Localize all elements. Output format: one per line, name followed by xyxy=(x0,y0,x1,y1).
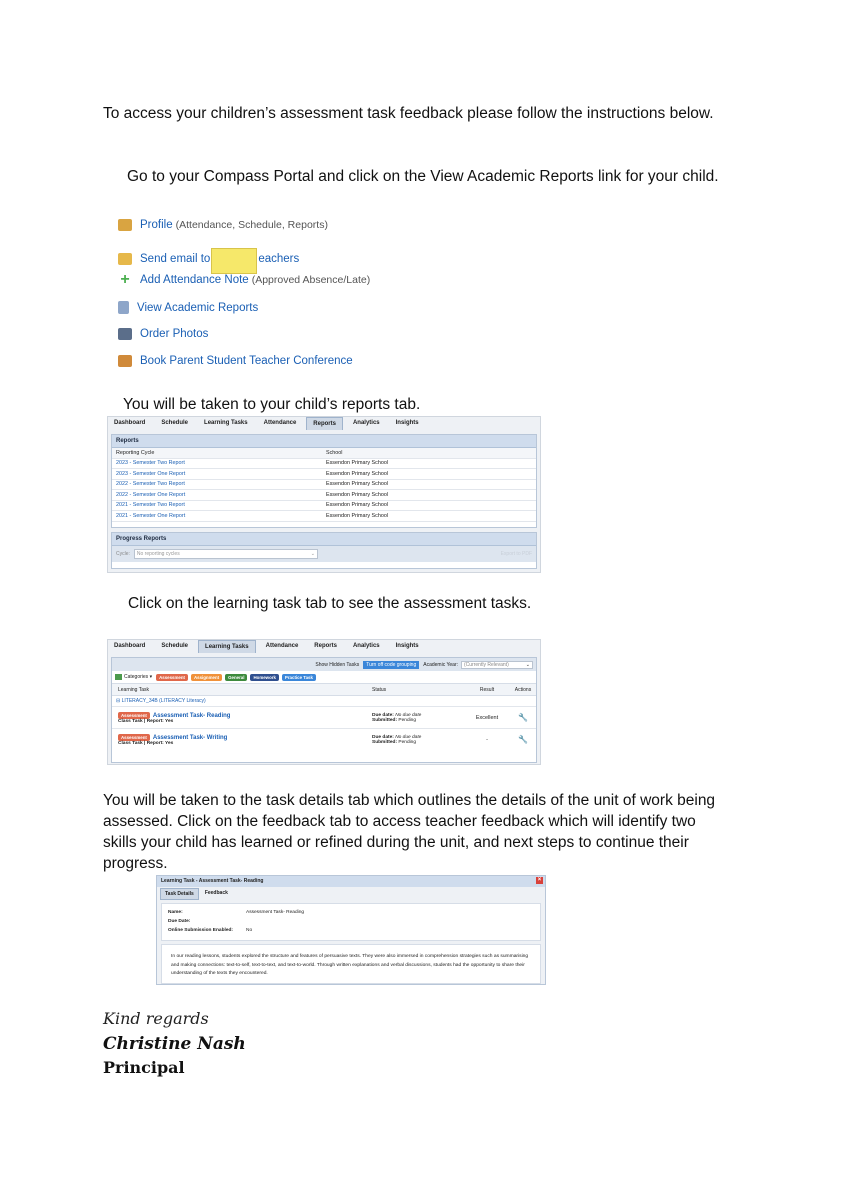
report-cycle-link[interactable]: 2023 - Semester One Report xyxy=(116,470,186,477)
quick-link-order-photos[interactable] xyxy=(118,328,208,340)
report-cycle-link[interactable]: 2023 - Semester Two Report xyxy=(116,460,185,467)
learning-header-row xyxy=(112,684,536,696)
tab-analytics[interactable]: Analytics xyxy=(352,643,380,649)
reports-panel xyxy=(111,434,537,528)
submitted-value: Pending xyxy=(398,739,417,745)
tab-attendance[interactable]: Attendance xyxy=(263,420,297,426)
col-result: Result xyxy=(479,686,495,693)
task-description: In our reading lessons, students explored the structure and features of persuasive texts. They were also immersed in comprehension strategies such as summarising and making connections: text-to-self, text-to-text, and text-to-world. Through written explanations and verbal discussions, students had the opportunity to share their understanding of the texts they encountered. xyxy=(171,954,529,976)
task-cell xyxy=(112,734,372,746)
quick-link-label-tail: eachers xyxy=(258,253,300,265)
academic-year-value: (Currently Relevant) xyxy=(464,661,509,668)
envelope-icon xyxy=(118,253,132,265)
online-submission-value: No xyxy=(246,928,253,933)
report-school: Essendon Primary School xyxy=(326,491,389,498)
quick-link-label: Order Photos xyxy=(140,328,209,340)
wrench-icon[interactable]: 🔧 xyxy=(518,713,528,722)
signature-name: Christine Nash xyxy=(103,1034,246,1054)
cycle-label: Cycle: xyxy=(116,551,130,557)
categories-row xyxy=(112,671,536,684)
people-icon xyxy=(118,355,132,367)
due-value: No due date xyxy=(395,734,422,740)
reports-screenshot xyxy=(107,416,541,573)
quick-link-label: Add Attendance Note xyxy=(140,274,249,286)
tab-feedback[interactable]: Feedback xyxy=(204,890,228,896)
task-description-box xyxy=(161,944,541,984)
window-title: Learning Task - Assessment Task- Reading xyxy=(161,878,264,884)
tab-schedule[interactable]: Schedule xyxy=(161,420,189,426)
group-row[interactable] xyxy=(112,696,536,707)
reports-heading: Reports xyxy=(112,435,536,448)
progress-reports-heading: Progress Reports xyxy=(112,533,536,546)
report-school: Essendon Primary School xyxy=(326,481,389,488)
col-actions: Actions xyxy=(514,686,532,693)
task-title-link[interactable]: Assessment Task- Writing xyxy=(152,734,228,741)
name-label: Name: xyxy=(168,910,183,915)
table-row[interactable] xyxy=(112,480,536,491)
chevron-down-icon: ⌄ xyxy=(525,661,530,668)
report-school: Essendon Primary School xyxy=(326,512,389,519)
result-cell: - xyxy=(486,736,488,743)
result-cell: Excellent xyxy=(475,714,499,721)
show-hidden-tasks-button[interactable]: Show Hidden Tasks xyxy=(315,661,360,668)
report-school: Essendon Primary School xyxy=(326,460,389,467)
quick-link-label: Profile xyxy=(140,219,173,231)
window-title-bar xyxy=(157,876,545,887)
quick-link-send-email[interactable] xyxy=(118,246,299,272)
table-row[interactable] xyxy=(112,501,536,512)
tab-attendance[interactable]: Attendance xyxy=(265,643,299,649)
nav-tabs xyxy=(108,640,429,653)
submitted-label: Submitted: xyxy=(372,717,398,723)
quick-link-note: (Approved Absence/Late) xyxy=(251,274,371,286)
table-row[interactable] xyxy=(112,729,536,750)
tab-reports[interactable]: Reports xyxy=(314,643,337,649)
submitted-label: Submitted: xyxy=(372,739,398,745)
quick-link-book-conference[interactable] xyxy=(118,355,353,367)
group-label: LITERACY_34B (LITERACY Literacy) xyxy=(121,698,206,704)
categories-dropdown[interactable]: Categories ▾ xyxy=(124,674,153,680)
due-label: Due date: xyxy=(372,734,394,740)
closing-regards: Kind regards xyxy=(103,1009,209,1028)
cycle-row xyxy=(112,546,536,562)
detail-tabs xyxy=(157,887,545,900)
report-cycle-link[interactable]: 2021 - Semester One Report xyxy=(116,512,186,519)
category-pill-practice-task[interactable]: Practice Task xyxy=(282,674,316,681)
collapse-icon[interactable]: ⊟ xyxy=(116,698,122,704)
intro-text: To access your children’s assessment task feedback please follow the instructions below. xyxy=(103,105,714,122)
tab-learning-tasks[interactable]: Learning Tasks xyxy=(198,640,256,653)
task-details-screenshot xyxy=(156,875,546,985)
cycle-select-value: No reporting cycles xyxy=(136,551,180,557)
wrench-icon[interactable]: 🔧 xyxy=(518,735,528,744)
status-cell xyxy=(372,735,464,745)
table-row[interactable] xyxy=(112,469,536,480)
assessment-badge: Assessment xyxy=(118,734,150,741)
academic-year-select[interactable] xyxy=(461,661,533,669)
task-cell xyxy=(112,712,372,724)
col-status[interactable]: Status xyxy=(372,686,387,693)
tab-insights[interactable]: Insights xyxy=(395,420,419,426)
col-school: School xyxy=(326,449,343,456)
tab-reports[interactable]: Reports xyxy=(306,417,343,430)
quick-link-label: Send email to xyxy=(140,253,211,265)
report-school: Essendon Primary School xyxy=(326,470,389,477)
category-pill-homework[interactable]: Homework xyxy=(250,674,278,681)
report-icon xyxy=(118,301,129,314)
name-value: Assessment Task- Reading xyxy=(246,910,305,915)
report-school: Essendon Primary School xyxy=(326,502,389,509)
academic-year-label: Academic Year: xyxy=(423,661,458,668)
report-cycle-link[interactable]: 2022 - Semester Two Report xyxy=(116,481,185,488)
due-label: Due date: xyxy=(372,712,394,718)
category-pill-assignment[interactable]: Assignment xyxy=(191,674,222,681)
categories-icon xyxy=(115,674,122,680)
nav-tabs xyxy=(108,417,429,430)
turn-off-grouping-button[interactable]: Turn off code grouping xyxy=(363,661,419,669)
close-icon[interactable]: × xyxy=(537,877,542,883)
table-row[interactable] xyxy=(112,490,536,501)
tab-analytics[interactable]: Analytics xyxy=(352,420,380,426)
sticky-note-overlay xyxy=(211,248,257,274)
table-row[interactable] xyxy=(112,707,536,729)
signature-role: Principal xyxy=(103,1058,185,1077)
due-date-label: Due Date: xyxy=(168,919,191,924)
cycle-select[interactable] xyxy=(134,549,318,559)
step2-text: You will be taken to your child’s reports tab. xyxy=(123,396,421,413)
submitted-value: Pending xyxy=(398,717,417,723)
plus-icon: + xyxy=(120,271,130,288)
export-pdf-button[interactable]: Export to PDF xyxy=(500,551,532,557)
learning-tasks-screenshot xyxy=(107,639,541,765)
status-cell xyxy=(372,713,464,723)
tab-learning-tasks[interactable]: Learning Tasks xyxy=(204,420,248,426)
camera-icon xyxy=(118,328,132,340)
due-value: No due date xyxy=(395,712,422,718)
quick-link-view-academic-reports[interactable] xyxy=(118,301,258,314)
table-row[interactable] xyxy=(112,511,536,522)
tab-task-details[interactable]: Task Details xyxy=(160,888,199,900)
report-cycle-link[interactable]: 2021 - Semester Two Report xyxy=(116,502,185,509)
online-submission-label: Online Submission Enabled: xyxy=(168,928,234,933)
learning-tasks-panel xyxy=(111,657,537,763)
toolbar xyxy=(112,658,536,671)
task-title-link[interactable]: Assessment Task- Reading xyxy=(152,712,231,719)
step3-text: Click on the learning task tab to see the assessment tasks. xyxy=(128,595,532,612)
tab-schedule[interactable]: Schedule xyxy=(161,643,189,649)
tab-dashboard[interactable]: Dashboard xyxy=(114,420,146,426)
chevron-down-icon: ⌄ xyxy=(310,551,315,557)
quick-link-profile[interactable] xyxy=(118,219,328,231)
col-learning-task: Learning Task xyxy=(118,686,150,693)
task-info-box xyxy=(161,903,541,941)
quick-links-panel xyxy=(118,219,438,374)
table-row[interactable] xyxy=(112,459,536,470)
task-meta: Class Task | Report: Yes xyxy=(118,740,174,746)
quick-link-label: View Academic Reports xyxy=(137,301,259,314)
progress-reports-panel xyxy=(111,532,537,569)
quick-link-attendance-note[interactable] xyxy=(118,271,371,288)
quick-link-note: (Attendance, Schedule, Reports) xyxy=(175,219,328,231)
step1-text: Go to your Compass Portal and click on the View Academic Reports link for your child. xyxy=(127,168,719,185)
category-pill-assessment[interactable]: Assessment xyxy=(156,674,188,681)
col-reporting-cycle: Reporting Cycle xyxy=(116,449,155,456)
person-icon xyxy=(118,219,132,231)
report-cycle-link[interactable]: 2022 - Semester One Report xyxy=(116,491,186,498)
assessment-badge: Assessment xyxy=(118,712,150,719)
tab-dashboard[interactable]: Dashboard xyxy=(114,643,146,649)
task-meta: Class Task | Report: Yes xyxy=(118,718,174,724)
category-pill-general[interactable]: General xyxy=(225,674,247,681)
quick-link-label: Book Parent Student Teacher Conference xyxy=(140,355,353,367)
reports-header-row xyxy=(112,448,536,459)
step4-text: You will be taken to the task details tab which outlines the details of the unit of work being assessed. Click on the feedback tab to access teacher feedback which will identify two skills your child has learned or refined during the unit, and next steps to continue their progress. xyxy=(103,792,716,872)
tab-insights[interactable]: Insights xyxy=(395,643,419,649)
